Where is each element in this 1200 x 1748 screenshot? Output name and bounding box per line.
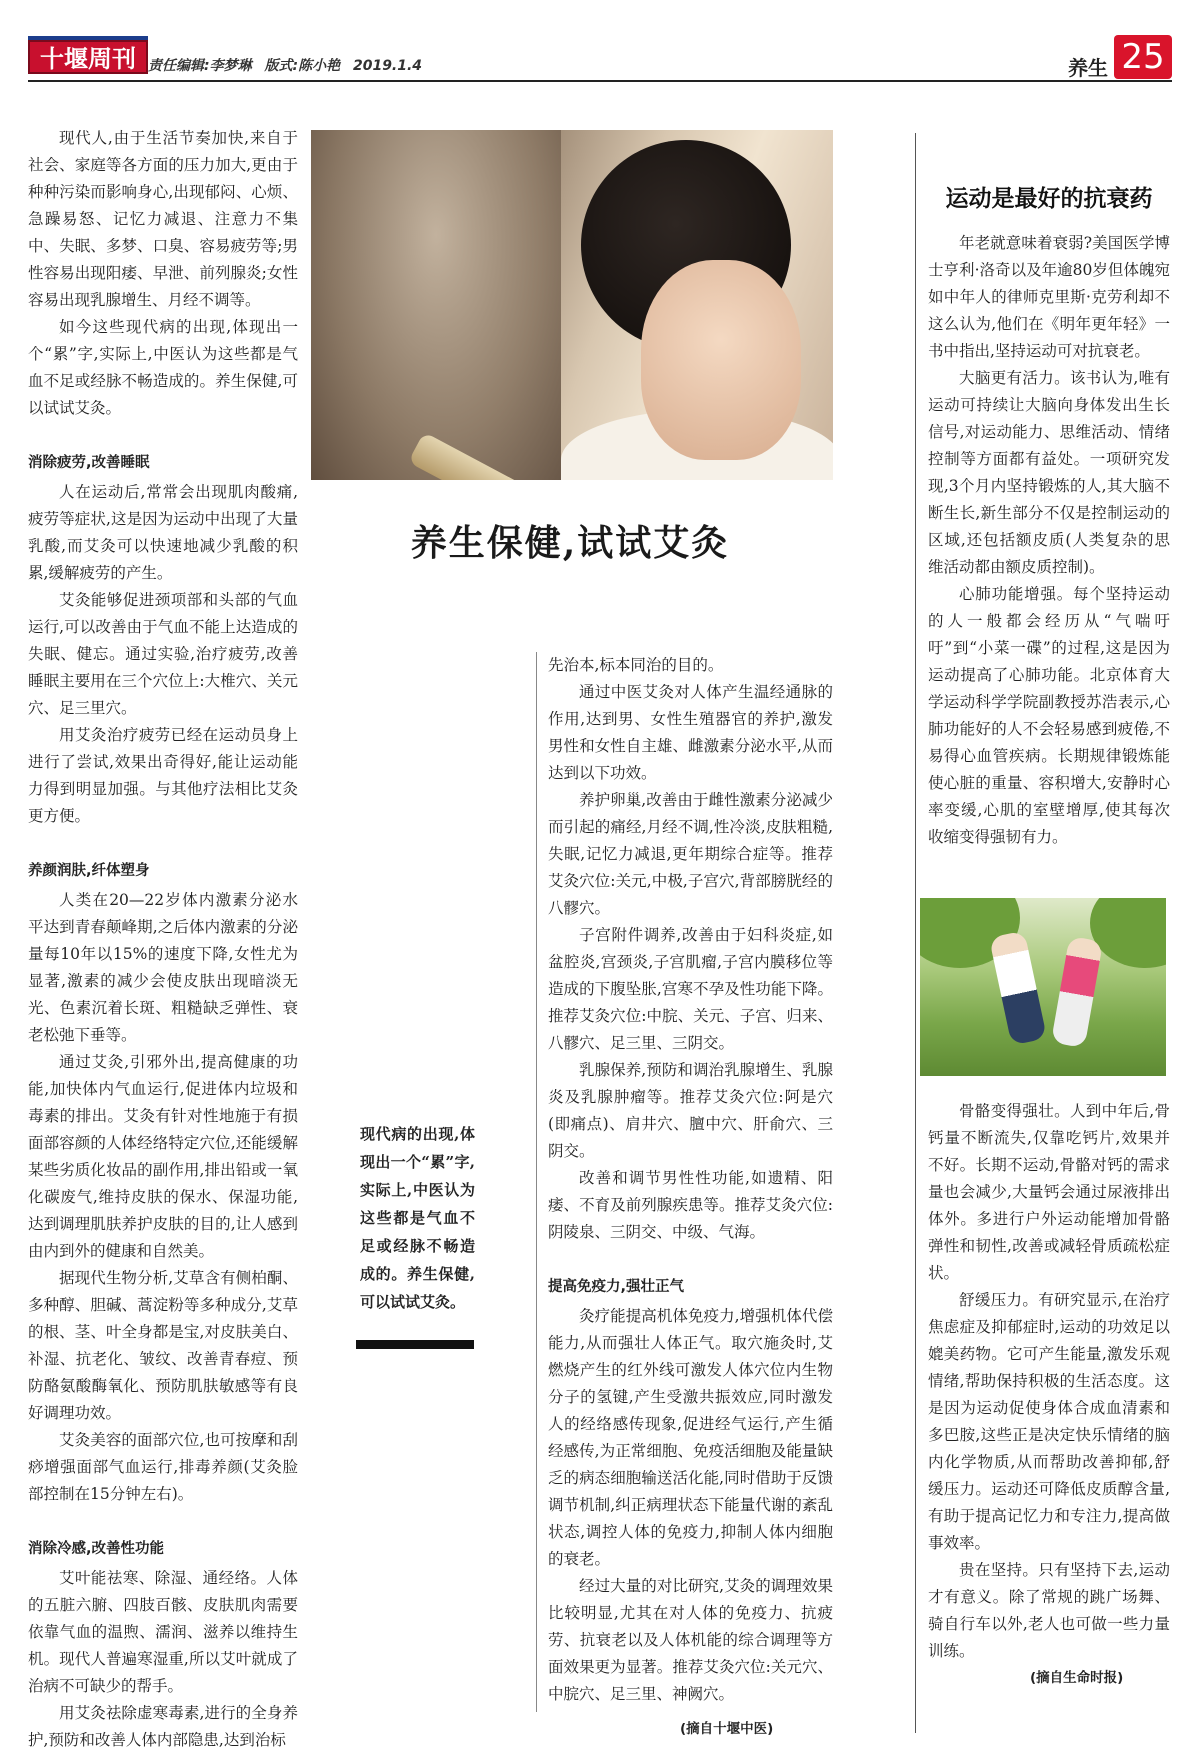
sidebar-paragraph: 大脑更有活力。该书认为,唯有运动可持续让大脑向身体发出生长信号,对运动能力、思维活动、情绪控制等方面都有益处。一项研究发现,3个月内坚持锻炼的人,其大脑不断生长,新生部分不仅是控制运动的区域,还包括额皮质(人类复杂的思维活动都由额皮质控制)。 <box>928 369 1170 576</box>
sidebar-paragraph: 骨骼变得强壮。人到中年后,骨钙量不断流失,仅靠吃钙片,效果并不好。长期不运动,骨骼对钙的需求量也会减少,大量钙会通过尿液排出体外。多进行户外运动能增加骨骼弹性和韧性,改善或减轻骨质疏松症状。 <box>928 1102 1170 1282</box>
moxibustion-photo <box>311 130 833 480</box>
sidebar-source: (摘自生命时报) <box>1030 1670 1124 1686</box>
pull-quote: 现代病的出现,体现出一个“累”字,实际上,中医认为这些都是气血不足或经脉不畅造成的。养生保健,可以试试艾灸。 <box>360 1125 475 1311</box>
body-paragraph: 乳腺保养,预防和调治乳腺增生、乳腺炎及乳腺肿瘤等。推荐艾灸穴位:阿是穴(即痛点)、肩井穴、膻中穴、肝俞穴、三阴交。 <box>548 1061 833 1160</box>
exercise-photo <box>920 898 1166 1076</box>
issue-date: 2019.1.4 <box>352 58 423 74</box>
section-heading: 消除冷感,改善性功能 <box>28 1541 165 1557</box>
sidebar-paragraph: 舒缓压力。有研究显示,在治疗焦虑症及抑郁症时,运动的功效足以媲美药物。它可产生能量,激发乐观情绪,帮助保持积极的生活态度。这是因为运动促使身体合成血清素和多巴胺,这些正是决定快乐情绪的脑内化学物质,从而帮助改善抑郁,舒缓压力。运动还可降低皮质醇含量,有助于提高记忆力和专注力,提高做事效率。 <box>928 1291 1170 1552</box>
body-paragraph: 用艾灸祛除虚寒毒素,进行的全身养护,预防和改善人体内部隐患,达到治标 <box>28 1704 298 1748</box>
article-column-left <box>28 125 298 1748</box>
body-paragraph: 先治本,标本同治的目的。 <box>548 656 724 674</box>
body-paragraph: 用艾灸治疗疲劳已经在运动员身上进行了尝试,效果出奇得好,能让运动能力得到明显加强。与其他疗法相比艾灸更方便。 <box>28 726 298 825</box>
body-paragraph: 通过中医艾灸对人体产生温经通脉的作用,达到男、女性生殖器官的养护,激发男性和女性自主雄、雌激素分泌水平,从而达到以下功效。 <box>548 683 833 782</box>
page-number: 25 <box>1114 35 1172 79</box>
layout-credit: 版式:陈小艳 <box>264 58 341 74</box>
pull-quote-bar <box>356 1340 474 1349</box>
body-paragraph: 艾灸能够促进颈项部和头部的气血运行,可以改善由于气血不能上达造成的失眠、健忘。通过实验,治疗疲劳,改善睡眠主要用在三个穴位上:大椎穴、关元穴、足三里穴。 <box>28 591 298 717</box>
sidebar-title: 运动是最好的抗衰药 <box>945 185 1153 212</box>
sidebar-paragraph: 贵在坚持。只有坚持下去,运动才有意义。除了常规的跳广场舞、骑自行车以外,老人也可做一些力量训练。 <box>928 1561 1170 1660</box>
patient-face <box>641 260 801 460</box>
column-divider <box>536 652 537 1712</box>
body-paragraph: 人类在20—22岁体内激素分泌水平达到青春颠峰期,之后体内激素的分泌量每10年以15%的速度下降,女性尤为显著,激素的减少会使皮肤出现暗淡无光、色素沉着长斑、粗糙缺乏弹性、衰老松弛下垂等。 <box>28 891 298 1044</box>
editor-credit: 责任编辑:李梦琳 <box>148 58 252 74</box>
body-paragraph: 人在运动后,常常会出现肌肉酸痛,疲劳等症状,这是因为运动中出现了大量乳酸,而艾灸可以快速地减少乳酸的积累,缓解疲劳的产生。 <box>28 483 298 582</box>
body-paragraph: 艾灸美容的面部穴位,也可按摩和刮痧增强面部气血运行,排毒养颜(艾灸脸部控制在15分钟左右)。 <box>28 1431 298 1503</box>
page-header <box>0 0 1200 105</box>
article-source: (摘自十堰中医) <box>680 1721 774 1737</box>
body-paragraph: 艾叶能祛寒、除湿、通经络。人体的五脏六腑、四肢百骸、皮肤肌肉需要依靠气血的温煦、濡润、滋养以维持生机。现代人普遍寒湿重,所以艾叶就成了治病不可缺少的帮手。 <box>28 1569 298 1695</box>
credit-line <box>148 55 430 75</box>
article-headline: 养生保健,试试艾灸 <box>410 522 730 564</box>
sidebar-column-top <box>928 230 1170 851</box>
body-paragraph: 灸疗能提高机体免疫力,增强机体代偿能力,从而强壮人体正气。取穴施灸时,艾燃烧产生的红外线可激发人体穴位内生物分子的氢键,产生受激共振效应,同时激发人的经络感传现象,促进经气运行,产生循经感传,为正常细胞、免疫活细胞及能量缺乏的病态细胞输送活化能,同时借助于反馈调节机制,纠正病理状态下能量代谢的紊乱状态,调控人体的免疫力,抑制人体内细胞的衰老。 <box>548 1307 833 1568</box>
body-paragraph: 养护卵巢,改善由于雌性激素分泌减少而引起的痛经,月经不调,性冷淡,皮肤粗糙,失眠,记忆力减退,更年期综合症等。推荐艾灸穴位:关元,中极,子宫穴,背部膀胱经的八髎穴。 <box>548 791 833 917</box>
article-column-middle <box>548 652 833 1708</box>
section-name: 养生 <box>1068 56 1108 80</box>
intro-paragraph: 现代人,由于生活节奏加快,来自于社会、家庭等各方面的压力加大,更由于种种污染而影响身心,出现郁闷、心烦、急躁易怒、记忆力减退、注意力不集中、失眠、多梦、口臭、容易疲劳等;男性容易出现阳痿、早泄、前列腺炎;女性容易出现乳腺增生、月经不调等。 <box>28 129 298 309</box>
body-paragraph: 改善和调节男性性功能,如遗精、阳痿、不育及前列腺疾患等。推荐艾灸穴位:阴陵泉、三阴交、中级、气海。 <box>548 1169 833 1241</box>
body-paragraph: 子宫附件调养,改善由于妇科炎症,如盆腔炎,宫颈炎,子宫肌瘤,子宫内膜移位等造成的下腹坠胀,宫寒不孕及性功能下降。推荐艾灸穴位:中脘、关元、子宫、归来、八髎穴、足三里、三阴交。 <box>548 926 833 1052</box>
intro-paragraph: 如今这些现代病的出现,体现出一个“累”字,实际上,中医认为这些都是气血不足或经脉不畅造成的。养生保健,可以试试艾灸。 <box>28 318 298 417</box>
masthead-logo: 十堰周刊 <box>28 40 148 74</box>
practitioner-figure <box>311 130 561 480</box>
section-heading: 提高免疫力,强壮正气 <box>548 1279 685 1295</box>
tree-foliage <box>1090 898 1166 968</box>
body-paragraph: 通过艾灸,引邪外出,提高健康的功能,加快体内气血运行,促进体内垃圾和毒素的排出。艾灸有针对性地施于有损面部容颜的人体经络特定穴位,还能缓解某些劣质化妆品的副作用,排出铅或一氧化碳废气,维持皮肤的保水、保湿功能,达到调理肌肤养护皮肤的目的,让人感到由内到外的健康和自然美。 <box>28 1053 298 1260</box>
sidebar-column-bottom <box>928 1098 1170 1665</box>
exercising-man <box>989 930 1047 1045</box>
body-paragraph: 据现代生物分析,艾草含有侧柏酮、多种醇、胆碱、蒿淀粉等多种成分,艾草的根、茎、叶全身都是宝,对皮肤美白、补湿、抗老化、皱纹、改善青春痘、预防酪氨酸酶氧化、预防肌肤敏感等有良好调理功效。 <box>28 1269 298 1422</box>
section-heading: 消除疲劳,改善睡眠 <box>28 455 150 471</box>
sidebar-divider <box>915 133 916 1733</box>
header-divider <box>28 80 1172 82</box>
sidebar-paragraph: 年老就意味着衰弱?美国医学博士亨利·洛奇以及年逾80岁但体魄宛如中年人的律师克里斯·克劳利却不这么认为,他们在《明年更年轻》一书中指出,坚持运动可对抗衰老。 <box>928 234 1170 360</box>
section-heading: 养颜润肤,纤体塑身 <box>28 863 150 879</box>
sidebar-paragraph: 心肺功能增强。每个坚持运动的人一般都会经历从“气喘吁吁”到“小菜一碟”的过程,这是因为运动提高了心肺功能。北京体育大学运动科学学院副教授苏浩表示,心肺功能好的人不会轻易感到疲倦,不易得心血管疾病。长期规律锻炼能使心脏的重量、容积增大,安静时心率变缓,心肌的室壁增厚,使其每次收缩变得强韧有力。 <box>928 585 1170 846</box>
body-paragraph: 经过大量的对比研究,艾灸的调理效果比较明显,尤其在对人体的免疫力、抗疲劳、抗衰老以及人体机能的综合调理等方面效果更为显著。推荐艾灸穴位:关元穴、中脘穴、足三里、神阙穴。 <box>548 1577 833 1703</box>
exercising-woman <box>1051 936 1103 1048</box>
